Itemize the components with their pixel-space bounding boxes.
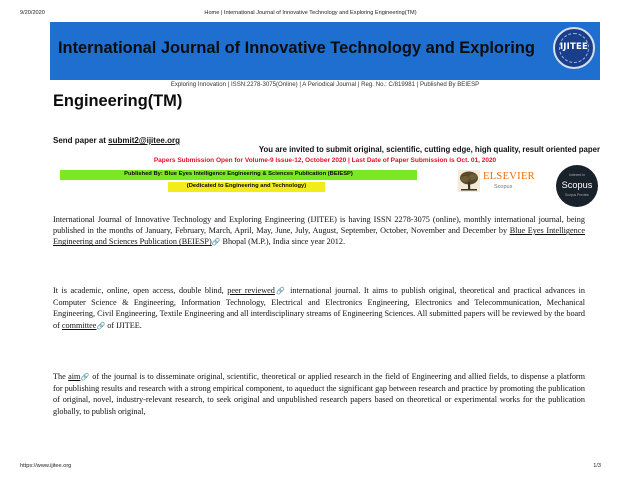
send-paper-label: Send paper at — [53, 136, 106, 145]
dedicated-badge — [168, 182, 325, 192]
p1-text-a: International Journal of Innovative Technology and Exploring Engineering (IJITEE) is having ISSN 2278-3075 (online), monthly international journal, being published in the months of January, February, March, April, May, June, July, August, September, October, November and December by — [53, 215, 585, 236]
invite-marquee: You are invited to submit original, scientific, cutting edge, high quality, result oriented paper — [258, 145, 600, 154]
peer-reviewed-link[interactable]: peer reviewed — [227, 286, 275, 295]
ijitee-logo[interactable] — [553, 27, 595, 69]
p3-text-b: of the journal is to disseminate original, scientific, theoretical or applied research in the field of Engineering and allied fields, to dispense a platform for publishing results and research with a strong empirical component, to aqueduct the significant gap between research and practice by promoting the publication of original, novel, industry-relevant research, to seek original and unpublished research papers based on theoretical or experimental works for the publication globally, to publish original, — [53, 372, 586, 416]
send-paper-line — [53, 136, 180, 145]
committee-link[interactable]: committee — [61, 320, 97, 330]
aim-link[interactable]: aim — [68, 372, 81, 381]
beiesp-link[interactable]: Blue Eyes Intelligence Engineering and Sciences Publication (BEIESP) — [53, 226, 585, 247]
scopus-badge[interactable] — [556, 165, 598, 207]
link-icon: 🔗 — [96, 321, 106, 330]
submit-email-link[interactable]: submit2@ijitee.org — [108, 136, 180, 145]
journal-banner — [50, 22, 600, 80]
intro-paragraph — [53, 214, 585, 249]
p1-text-b: Bhopal (M.P.), India since year 2012. — [220, 237, 346, 247]
print-url: https://www.ijitee.org — [20, 463, 72, 469]
scopus-indexed-label: Indexed in — [568, 173, 586, 177]
p2-text-b: international journal. It aims to publish original, theoretical and practical advances in Computer Science & Engineering, Information Technology, Electrical and Electronics Engineering, Electronics and Telecommunication, Mechanical Engineering, Civil Engineering, Textile Engineering and all interdisciplinary streams of Engineering Sciences. All submitted papers will be reviewed by the board of — [53, 286, 586, 330]
journal-title[interactable]: International Journal of Innovative Technology and Exploring — [58, 39, 535, 57]
published-by-badge — [60, 170, 417, 180]
scope-paragraph — [53, 285, 585, 332]
elsevier-logo[interactable] — [458, 168, 540, 196]
p2-text-a: It is academic, online, open access, double blind, — [53, 286, 228, 295]
submission-notice: Papers Submission Open for Volume-9 Issue-12, October 2020 | Last Date of Paper Submission is Oct. 01, 2020 — [153, 157, 497, 164]
dedicated-text: (Dedicated to Engineering and Technology) — [186, 183, 307, 189]
published-by-text: Published By: Blue Eyes Intelligence Engineering & Sciences Publication (BEIESP) — [124, 171, 353, 177]
print-page-title: Home | International Journal of Innovative Technology and Exploring Engineering(TM) — [204, 10, 417, 16]
p3-text-a: The — [53, 372, 69, 381]
issn-line: Exploring Innovation | ISSN:2278-3075(Online) | A Periodical Journal | Reg. No.: C/819981 | Published By BEIESP — [170, 81, 480, 88]
print-header — [20, 10, 601, 20]
print-date: 9/20/2020 — [20, 10, 45, 16]
aim-paragraph — [53, 371, 585, 417]
elsevier-sub: Scopus — [494, 184, 513, 190]
print-page-number: 1/3 — [593, 463, 601, 469]
link-icon: 🔗 — [274, 287, 287, 295]
print-footer — [20, 463, 601, 473]
link-icon: 🔗 — [80, 373, 90, 381]
p2-text-c: of IJITEE. — [105, 320, 142, 330]
elsevier-tree-icon — [458, 170, 480, 192]
link-icon: 🔗 — [211, 238, 221, 247]
elsevier-brand: ELSEVIER — [483, 171, 535, 182]
journal-title-overflow[interactable]: Engineering(TM) — [53, 92, 183, 110]
scopus-name: Scopus — [561, 180, 593, 190]
scopus-preview-label: Scopus Preview — [565, 193, 589, 197]
logo-text: IJITEE — [559, 42, 589, 52]
